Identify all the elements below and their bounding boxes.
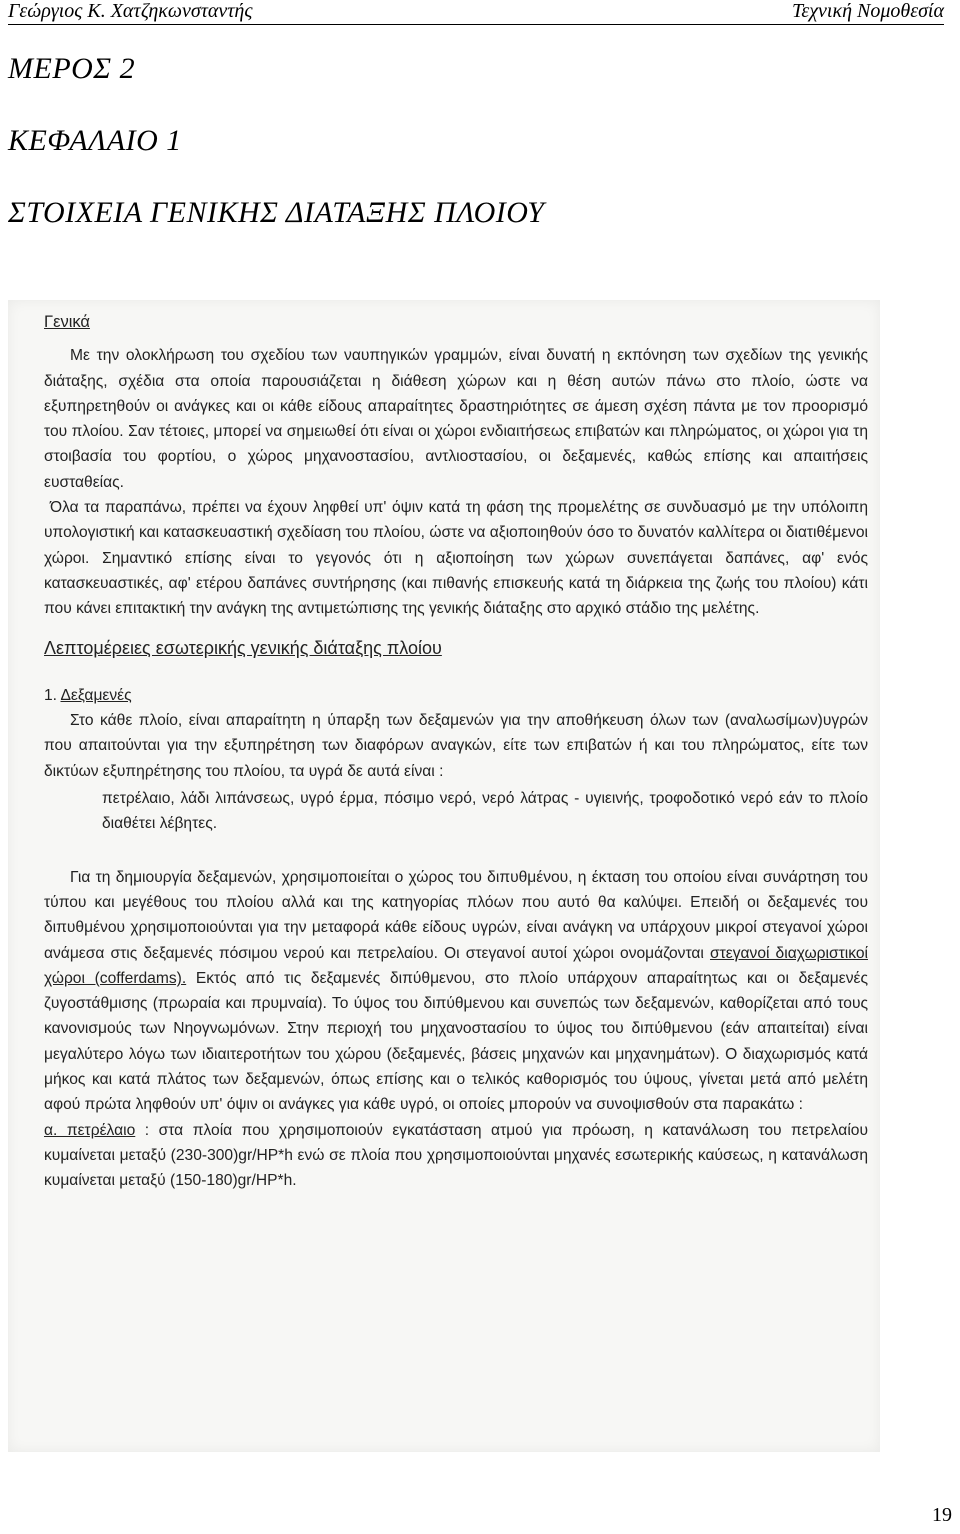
tanks-fluids-list: πετρέλαιο, λάδι λιπάνσεως, υγρό έρμα, πόσιμο νερό, νερό λάτρας - υγιεινής, τροφοδοτικό νερό εάν το πλοίο διαθέτει λέβητες.	[102, 790, 868, 833]
tanks-paragraph-2	[44, 865, 868, 1118]
tanks-paragraph-2-b: Εκτός από τις δεξαμενές διπύθμενου, στο πλοίο υπάρχουν απαραίτητως και οι δεξαμενές ζυγοστάθμισης (πρωραία και πρυμναία). Το ύψος του διπύθμενου και συνεπώς των δεξαμενών, καθορίζεται από τους κανονισμούς των Νηογνωμόνων. Στην περιοχή του μηχανοστασίου το ύψος του διπύθμενου (εάν απαιτείται) είναι μεγαλύτερο λόγω των ιδιαιτεροτήτων του χώρου (δεξαμενές, βάσεις μηχανών και μηχανημάτων). Ο διαχωρισμός κατά μήκος και κατά πλάτος των δεξαμενών, όπως επίσης και ο τελικός καθορισμός του ύψους, γίνεται μετά από μελέτη αφού πρώτα ληφθούν υπ' όψιν οι ανάγκες για κάθε υγρό, οι οποίες μπορούν να συνοψισθούν στα παρακάτω :	[44, 969, 868, 1114]
chapter-title: ΣΤΟΙΧΕΙΑ ΓΕΝΙΚΗΣ ΔΙΑΤΑΞΗΣ ΠΛΟΙΟΥ	[8, 196, 545, 229]
tanks-paragraph-2-a: Για τη δημιουργία δεξαμενών, χρησιμοποιείται ο χώρος του διπυθμένου, η έκταση του οποίου είναι συνάρτηση του τύπου και μεγέθους του πλοίου αλλά και της κατηγορίας πλόων που αυτό θα καλύψει. Επειδή οι δεξαμενές του διπυθμένου χρησιμοποιούνται για την μεταφορά κάθε είδους υγρών, είναι ανάγκη να υπάρχουν μικροί στεγανοί χώροι ανάμεσα στις δεξαμενές πόσιμου νερού και πετρελαίου. Οι στεγανοί αυτοί χώροι ονομάζονται	[44, 868, 868, 962]
tanks-number: 1.	[44, 686, 58, 704]
scanned-page-image	[8, 300, 880, 1452]
header-course: Τεχνική Νομοθεσία	[792, 0, 944, 22]
chapter-heading: ΚΕΦΑΛΑΙΟ 1	[8, 124, 182, 157]
fuel-paragraph	[44, 1118, 868, 1194]
general-section-title: Γενικά	[44, 313, 90, 331]
fuel-text: : στα πλοία που χρησιμοποιούν εγκατάσταση ατμού για πρόωση, η κατανάλωση του πετρελαίου κυμαίνεται μεταξύ (230-300)gr/HP*h ενώ σε πλοία που χρησιμοποιούνται μηχανές εσωτερικής καύσεως, η κατανάλωση κυμαίνεται μεταξύ (150-180)gr/HP*h.	[44, 1121, 868, 1190]
fuel-label: α. πετρέλαιο	[44, 1121, 136, 1139]
tanks-paragraph-1: Στο κάθε πλοίο, είναι απαραίτητη η ύπαρξη των δεξαμενών για την αποθήκευση όλων των (αναλωσίμων)υγρών που απαιτούνται για την εξυπηρέτηση των διαφόρων αναγκών, είτε των επιβατών ή και του πληρώματος, είτε των δικτύων εξυπηρέτησης του πλοίου, τα υγρά δε αυτά είναι :	[44, 712, 868, 780]
header-author: Γεώργιος Κ. Χατζηκωνσταντής	[8, 0, 253, 22]
general-paragraph-2: Όλα τα παραπάνω, πρέπει να έχουν ληφθεί υπ' όψιν κατά τη φάση της προμελέτης σε συνδυασμό με την υπόλοιπη υπολογιστική και κατασκευαστική σχεδίαση του πλοίου, ώστε να αξιοποιηθούν όσο το δυνατόν καλλίτερα οι διατιθέμενοι χώροι. Σημαντικό επίσης είναι το γεγονός ότι η αξιοποίηση των χώρων συνεπάγεται δαπάνες, αφ' ενός κατασκευαστικές, αφ' ετέρου δαπάνες συντήρησης (και πιθανής επισκευής κατά τη διάρκεια της ζωής του πλοίου) κάτι που κάνει επιτακτική την ανάγκη της αντιμετώπισης της γενικής διάταξης στο αρχικό στάδιο της μελέτης.	[44, 499, 868, 618]
general-paragraph-1: Με την ολοκλήρωση του σχεδίου των ναυπηγικών γραμμών, είναι δυνατή η εκπόνηση των σχεδίων της γενικής διάταξης, σχέδια στα οποία παρουσιάζεται η διάθεση χώρων και η θέση αυτών πάνω στο πλοίο, ώστε να εξυπηρετηθούν οι ανάγκες και οι κάθε είδους απαραίτητες δραστηριότητες σε άμεση σχέση πάντα με τον προορισμό του πλοίου. Σαν τέτοιες, μπορεί να σημειωθεί ότι είναι οι χώροι ενδιαιτήσεως επιβατών και πληρώματος, οι χώροι για τη στοιβασία του φορτίου, ο χώρος μηχανοστασίου, αντλιοστασίου, οι δεξαμενές, καθώς επίσης και απαιτήσεις ευσταθείας.	[44, 347, 868, 491]
tanks-heading	[44, 683, 868, 708]
running-header	[8, 0, 944, 25]
page-number: 19	[932, 1504, 952, 1526]
details-section-title: Λεπτομέρειες εσωτερικής γενικής διάταξης πλοίου	[44, 637, 442, 658]
tanks-title: Δεξαμενές	[60, 686, 132, 704]
part-heading: ΜΕΡΟΣ 2	[8, 52, 136, 85]
scan-text-area	[44, 310, 868, 1194]
cofferdams-term: στεγανοί διαχωριστικοί χώροι (cofferdams).	[44, 944, 868, 987]
